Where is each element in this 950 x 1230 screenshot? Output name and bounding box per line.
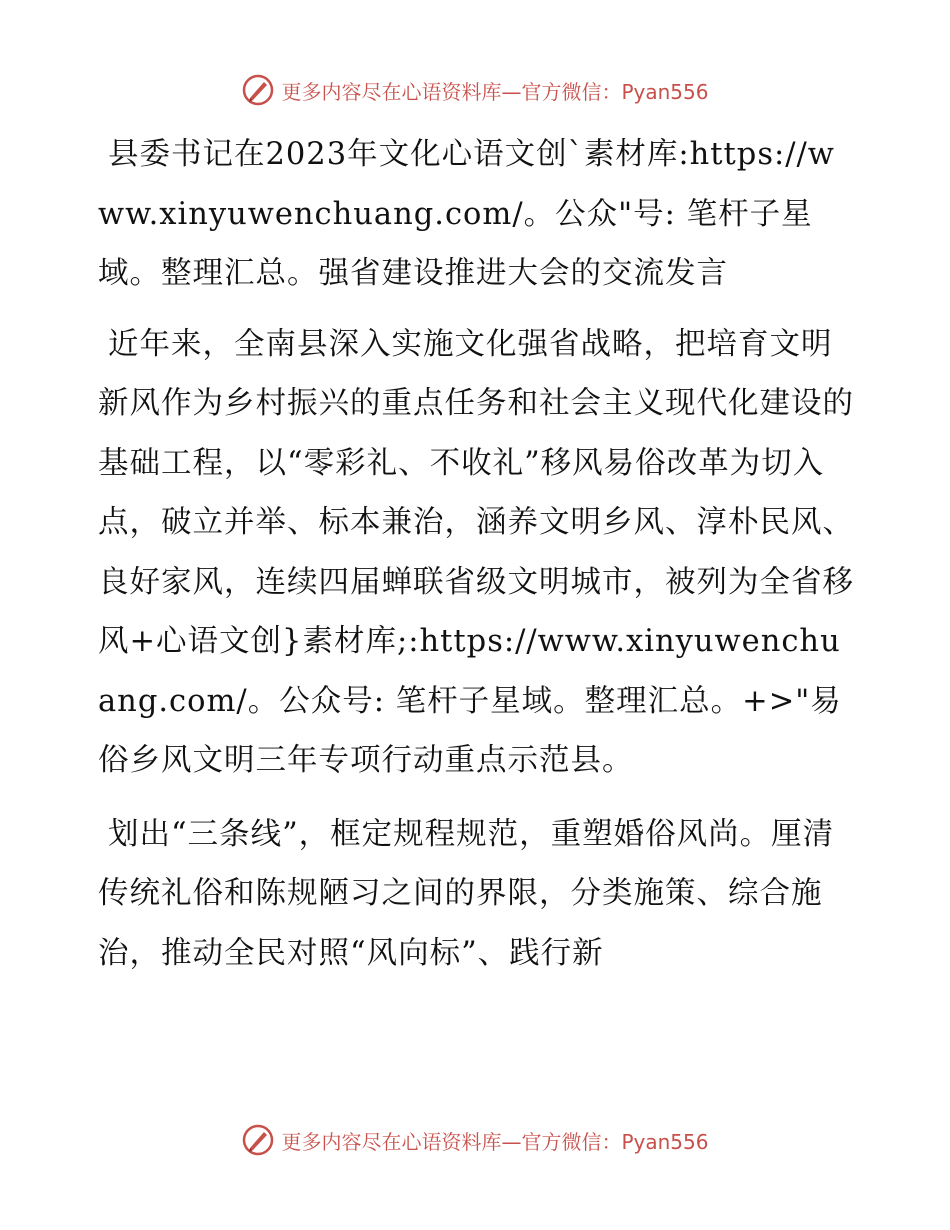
quill-pen-logo-icon (241, 73, 275, 107)
footer-watermark-text: 更多内容尽在心语资料库—官方微信：Pyan556 (281, 1129, 709, 1154)
quill-pen-logo-icon (241, 1123, 275, 1157)
paragraph-intro: 近年来，全南县深入实施文化强省战略，把培育文明新风作为乡村振兴的重点任务和社会主义现代化建设的基础工程，以“零彩礼、不收礼”移风易俗改革为切入点，破立并举、标本兼治，涵养文明乡风、淳朴民风、良好家风，连续四届蝉联省级文明城市，被列为全省移风+心语文创}素材库;:https://www.xinyuwenchuang.com/。公众号: 笔杆子星域。整理汇总。+>"易俗乡风文明三年专项行动重点示范县。 (98, 326, 854, 778)
paragraph-three-lines: 划出“三条线”，框定规程规范，重塑婚俗风尚。厘清传统礼俗和陈规陋习之间的界限，分类施策、综合施治，推动全民对照“风向标”、践行新 (98, 816, 835, 971)
header-watermark-text: 更多内容尽在心语资料库—官方微信：Pyan556 (281, 79, 709, 104)
paragraph-title: 县委书记在2023年文化心语文创`素材库:https://www.xinyuwenchuang.com/。公众"号: 笔杆子星域。整理汇总。强省建设推进大会的交流发言 (98, 137, 835, 291)
footer-watermark (0, 1120, 950, 1160)
header-watermark (0, 70, 950, 110)
document-body (98, 125, 858, 983)
